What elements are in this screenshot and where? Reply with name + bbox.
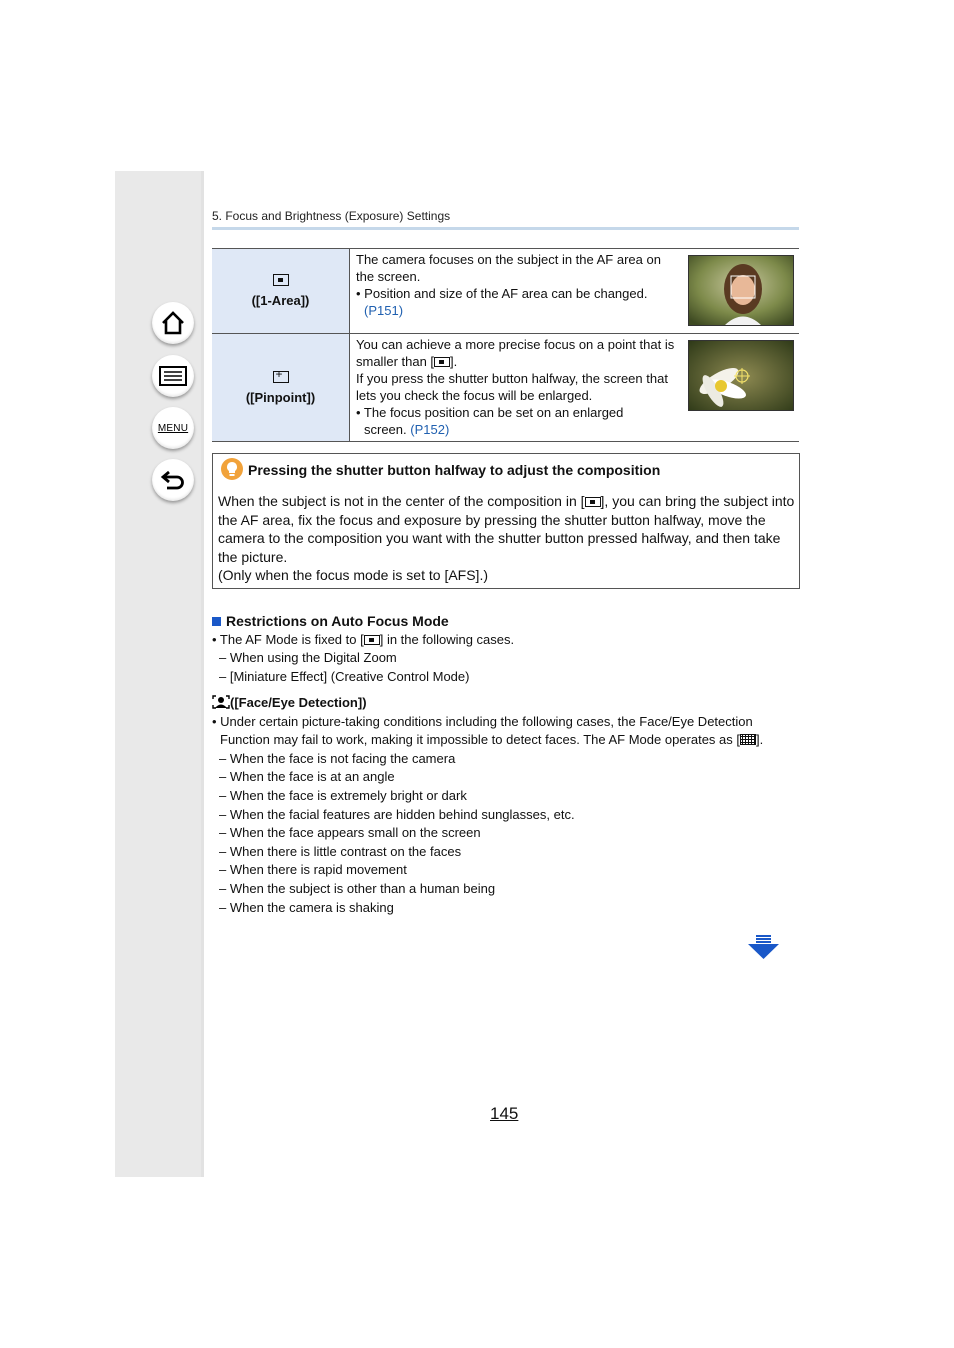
mode-desc-text: You can achieve a more precise focus on a point that is smaller than [ ]. (356, 337, 675, 369)
back-button[interactable] (152, 459, 194, 501)
mode-image-cell (682, 249, 799, 334)
home-icon (160, 311, 186, 335)
pinpoint-icon (273, 371, 289, 383)
mode-desc-text: The camera focuses on the subject in the AF area on the screen. (356, 252, 661, 284)
list-item: – When the subject is other than a human being (219, 880, 496, 896)
1-area-icon (585, 497, 601, 507)
portrait-photo (688, 255, 794, 326)
list-item: – When the face is not facing the camera (219, 750, 456, 766)
mode-name: ([1-Area]) (251, 293, 310, 308)
restrictions-title: Restrictions on Auto Focus Mode (212, 612, 802, 631)
tip-body: When the subject is not in the center of the composition in [ ], you can bring the subject into the AF area, fix the focus and exposure by pressing the shutter button halfway, move the camera to the composition you want with the shutter button pressed halfway, and then take the picture. (Only when the focus mode is set to [AFS].) (218, 493, 795, 584)
list-item: – When using the Digital Zoom (219, 650, 397, 666)
tip-title: Pressing the shutter button halfway to adjust the composition (248, 462, 661, 478)
mode-description (350, 249, 683, 334)
square-bullet-icon (212, 617, 221, 626)
mode-desc-text: If you press the shutter button halfway, the screen that lets you check the focus will be enlarged. (356, 371, 668, 403)
1-area-icon (434, 357, 450, 367)
mode-desc-bullet: • The focus position can be set on an enlarged (356, 405, 624, 420)
sidebar-edge (201, 171, 204, 1177)
restriction-line: • The AF Mode is fixed to [ ] in the following cases. (212, 631, 515, 647)
af-mode-table (212, 248, 799, 442)
contents-button[interactable] (152, 355, 194, 397)
list-item: – When the camera is shaking (219, 899, 394, 915)
sidebar (115, 171, 204, 1177)
mode-image-cell (682, 334, 799, 442)
list-icon (159, 366, 187, 386)
mode-name: ([Pinpoint]) (245, 389, 316, 405)
page-number: 145 (490, 1104, 519, 1123)
back-arrow-icon (160, 469, 186, 491)
menu-button[interactable] (152, 407, 194, 449)
page-link[interactable]: (P151) (364, 303, 404, 318)
section-header: 5. Focus and Brightness (Exposure) Settings (212, 209, 451, 223)
next-page-arrow-icon[interactable] (747, 935, 780, 965)
1-area-icon (364, 635, 380, 645)
tip-box (212, 453, 800, 589)
mode-row-pinpoint (212, 334, 799, 442)
list-item: – When the face is at an angle (219, 769, 395, 785)
list-item: – When the face is extremely bright or dark (219, 787, 467, 803)
1-area-icon (273, 274, 289, 286)
list-item: – When the facial features are hidden behind sunglasses, etc. (219, 806, 575, 822)
mode-desc-bullet: • Position and size of the AF area can be changed. (356, 286, 648, 301)
lightbulb-icon (221, 458, 243, 480)
mode-row-1-area (212, 249, 799, 334)
face-detection-section (212, 694, 802, 917)
list-item: – When there is little contrast on the faces (219, 843, 462, 859)
multi-area-icon (740, 734, 756, 745)
mode-name-cell (212, 334, 350, 442)
face-detection-title: ([Face/Eye Detection]) (212, 694, 802, 713)
face-detection-icon (212, 695, 230, 709)
flower-photo (688, 340, 794, 411)
list-item: – When there is rapid movement (219, 862, 407, 878)
header-rule (212, 227, 799, 230)
mode-description: You can achieve a more precise focus on a point that is smaller than [ ]. If you press the shutter button halfway, the screen that lets you check the focus will be enlarged. • The focus position can be set on an enlarged screen. (P152) (356, 337, 675, 437)
face-line: Function may fail to work, making it impossible to detect faces. The AF Mode operates as [ ]. (220, 732, 764, 748)
home-button[interactable] (152, 302, 194, 344)
list-item: – When the face appears small on the screen (219, 825, 481, 841)
page-link[interactable]: (P152) (410, 422, 450, 437)
menu-label: MENU (157, 422, 189, 434)
list-item: – [Miniature Effect] (Creative Control Mode) (219, 668, 470, 684)
mode-name-cell (212, 249, 350, 334)
face-line: • Under certain picture-taking conditions including the following cases, the Face/Eye Detection (212, 713, 753, 729)
restrictions-section (212, 612, 802, 686)
